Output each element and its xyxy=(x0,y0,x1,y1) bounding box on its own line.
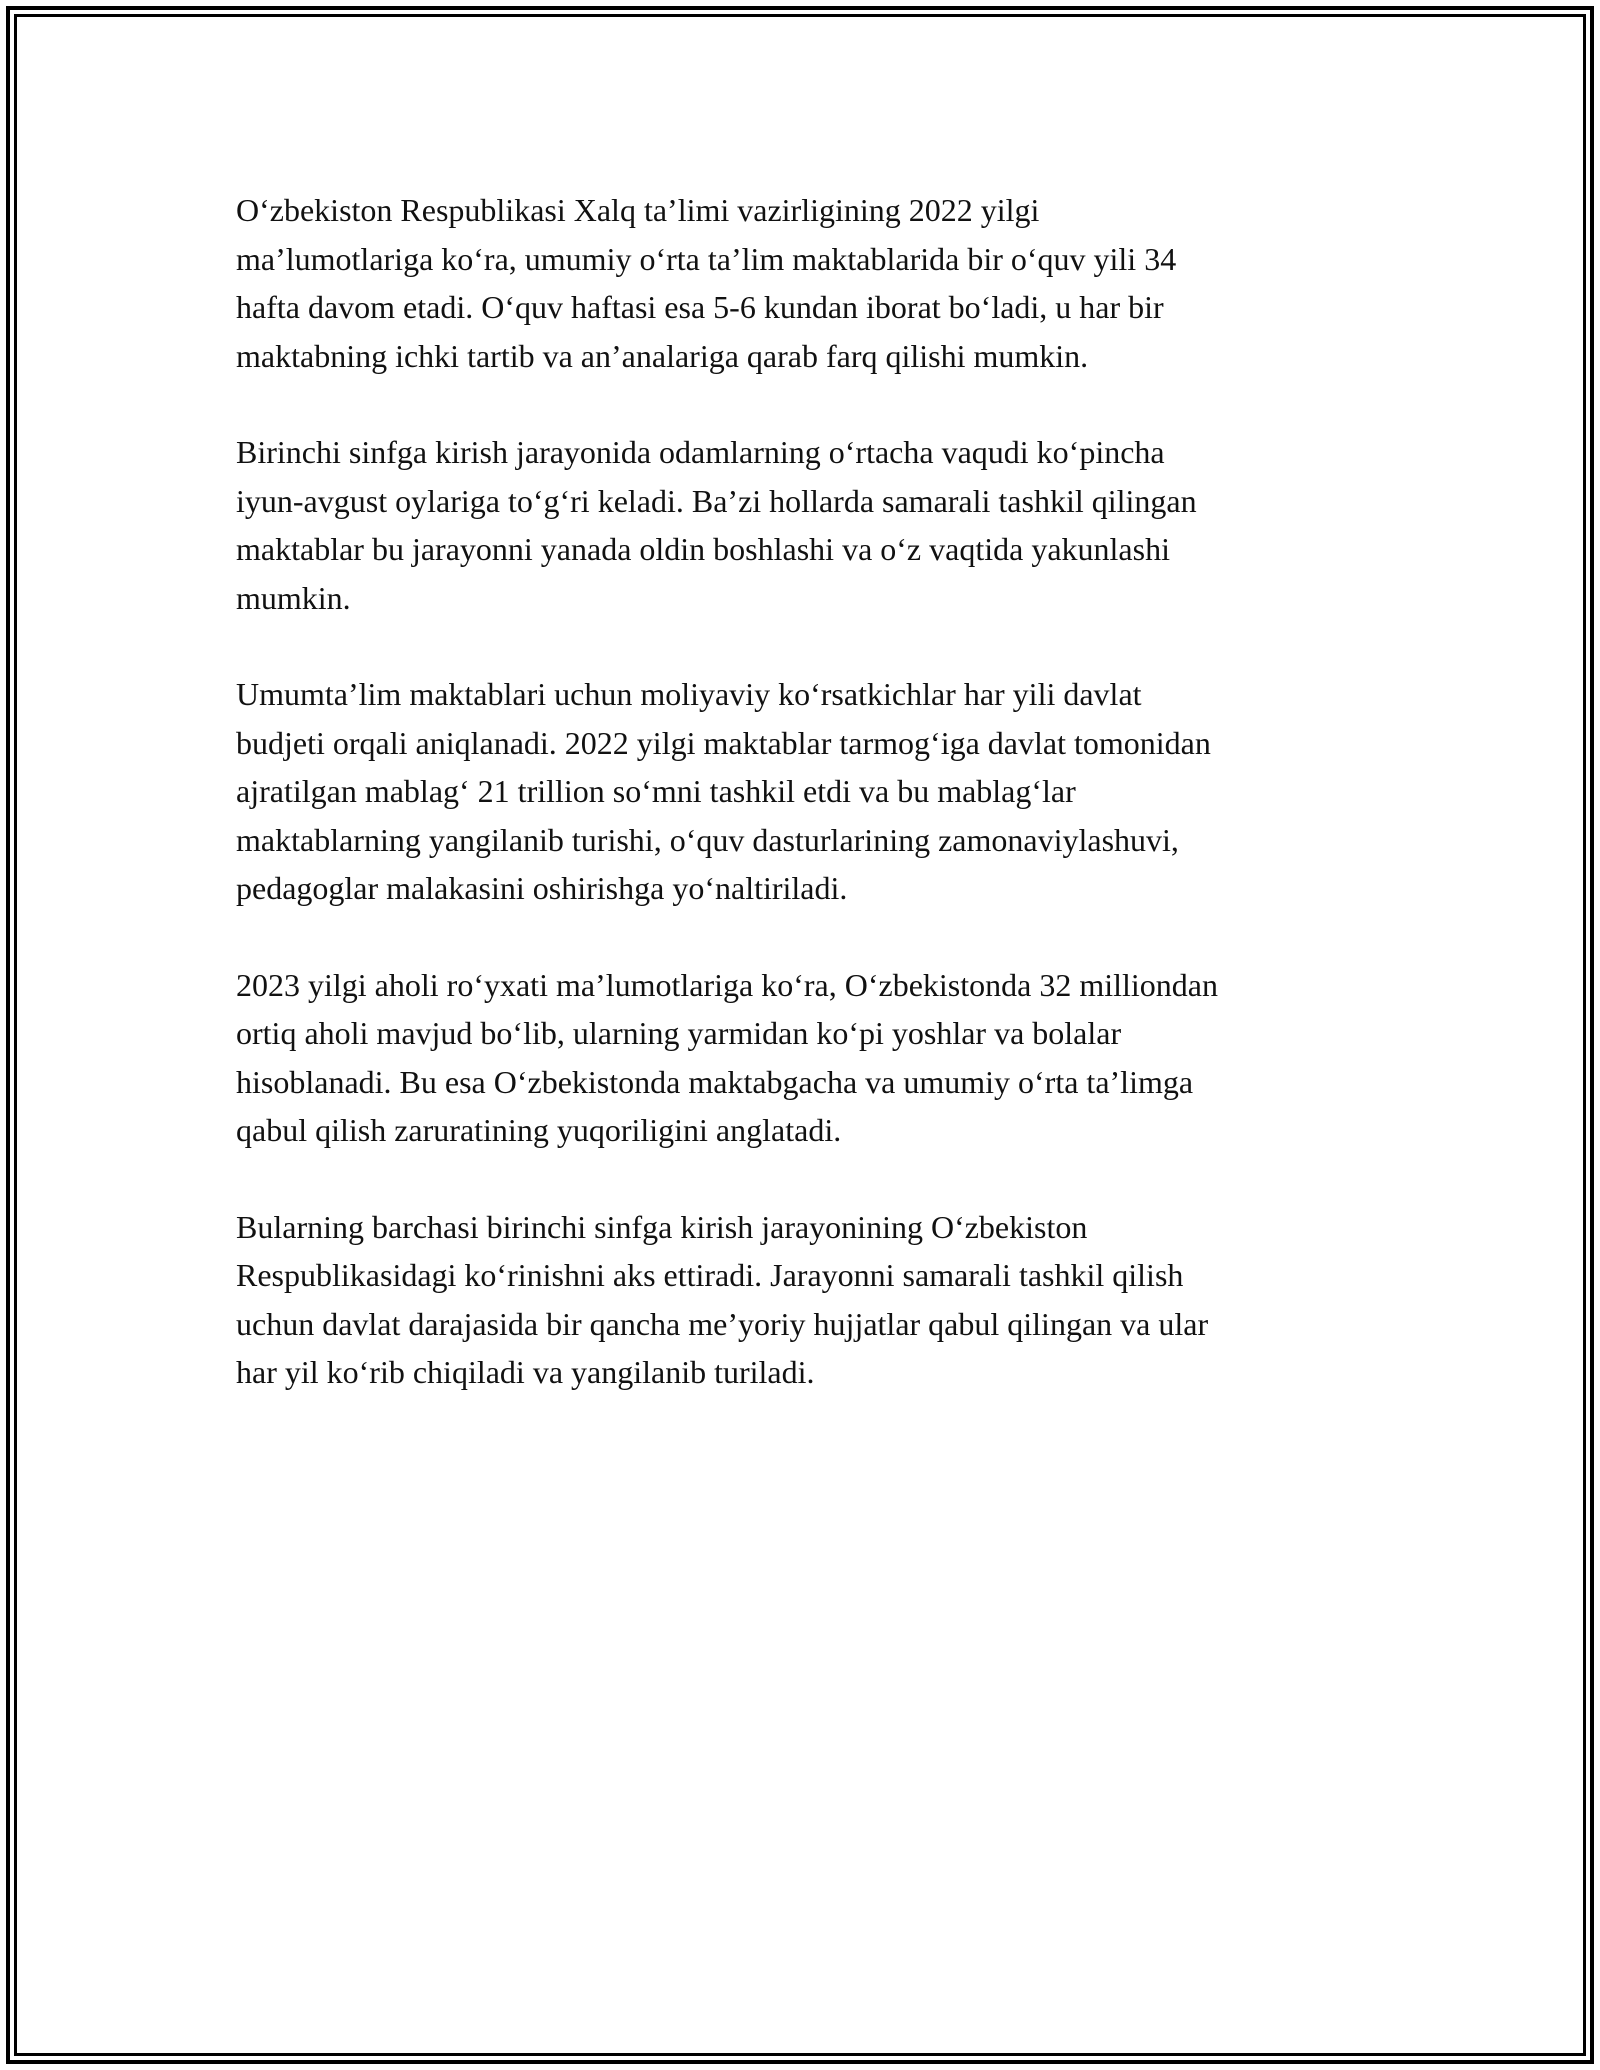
text-line: pedagoglar malakasini oshirishga yo‘naltiriladi. xyxy=(236,870,848,906)
text-line: 2023 yilgi aholi ro‘yxati ma’lumotlariga ko‘ra, O‘zbekistonda 32 milliondan xyxy=(236,966,1218,1003)
text-line: har yil ko‘rib chiqiladi va yangilanib turiladi. xyxy=(236,1354,815,1390)
text-line: Bularning barchasi birinchi sinfga kirish jarayonining O‘zbekiston xyxy=(236,1208,1088,1245)
paragraph-2 xyxy=(236,428,1386,622)
text-line: ortiq aholi mavjud bo‘lib, ularning yarmidan ko‘pi yoshlar va bolalar xyxy=(236,1015,1122,1051)
text-line: maktablar bu jarayonni yanada oldin boshlashi va o‘z vaqtida yakunlashi xyxy=(236,531,1170,567)
text-line: qabul qilish zaruratining yuqoriligini anglatadi. xyxy=(236,1112,842,1148)
text-line: iyun-avgust oylariga to‘g‘ri keladi. Ba’zi hollarda samarali tashkil qilingan xyxy=(236,482,1197,519)
text-line: maktabning ichki tartib va an’analariga qarab farq qilishi mumkin. xyxy=(236,337,1089,374)
text-line: maktablarning yangilanib turishi, o‘quv dasturlarining zamonaviylashuvi, xyxy=(236,821,1179,858)
paragraph-4 xyxy=(236,961,1386,1155)
text-line: Respublikasidagi ko‘rinishni aks ettiradi. Jarayonni samarali tashkil qilish xyxy=(236,1257,1184,1293)
text-line: uchun davlat darajasida bir qancha me’yoriy hujjatlar qabul qilingan va ular xyxy=(236,1305,1209,1342)
text-line: mumkin. xyxy=(236,579,351,616)
text-line: hafta davom etadi. O‘quv haftasi esa 5-6 kundan iborat bo‘ladi, u har bir xyxy=(236,289,1164,325)
text-line: ma’lumotlariga ko‘ra, umumiy o‘rta ta’lim maktablarida bir o‘quv yili 34 xyxy=(236,240,1177,277)
text-line: Birinchi sinfga kirish jarayonida odamlarning o‘rtacha vaqudi ko‘pincha xyxy=(236,434,1165,470)
text-line: budjeti orqali aniqlanadi. 2022 yilgi maktablar tarmog‘iga davlat tomonidan xyxy=(236,724,1211,761)
text-line: O‘zbekiston Respublikasi Xalq ta’limi vazirligining 2022 yilgi xyxy=(236,192,1040,228)
document-body xyxy=(236,186,1386,1445)
text-line: Umumta’lim maktablari uchun moliyaviy ko‘rsatkichlar har yili davlat xyxy=(236,676,1142,712)
paragraph-3 xyxy=(236,670,1386,913)
text-line: hisoblanadi. Bu esa O‘zbekistonda maktabgacha va umumiy o‘rta ta’limga xyxy=(236,1063,1194,1100)
paragraph-1 xyxy=(236,186,1386,380)
paragraph-5 xyxy=(236,1203,1386,1397)
text-line: ajratilgan mablag‘ 21 trillion so‘mni tashkil etdi va bu mablag‘lar xyxy=(236,773,1076,809)
